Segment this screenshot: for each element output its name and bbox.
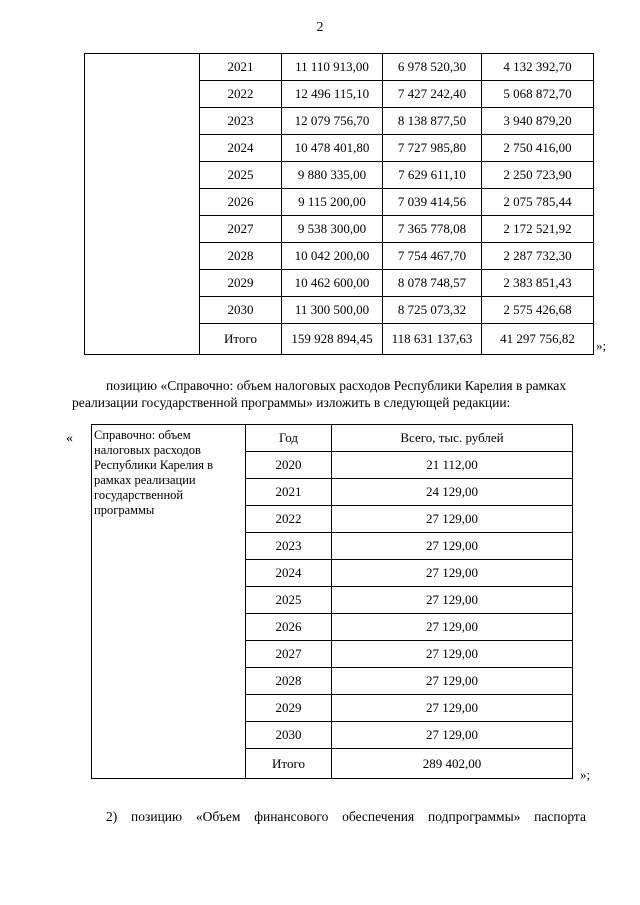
value-cell: 7 427 242,40 <box>383 81 482 108</box>
year-cell: 2026 <box>246 614 332 641</box>
value-cell: 159 928 894,45 <box>282 324 383 355</box>
value-cell: 7 365 778,08 <box>383 216 482 243</box>
header-year: Год <box>246 425 332 452</box>
value-cell: 2 750 416,00 <box>482 135 594 162</box>
value-cell: 7 629 611,10 <box>383 162 482 189</box>
year-cell: 2028 <box>246 668 332 695</box>
value-cell: 118 631 137,63 <box>383 324 482 355</box>
year-cell: 2021 <box>246 479 332 506</box>
year-cell: 2023 <box>246 533 332 560</box>
year-cell: 2026 <box>200 189 282 216</box>
value-cell: 41 297 756,82 <box>482 324 594 355</box>
value-cell: 10 462 600,00 <box>282 270 383 297</box>
page-number: 2 <box>316 20 324 35</box>
year-cell: 2024 <box>246 560 332 587</box>
value-cell: 27 129,00 <box>332 587 573 614</box>
value-cell: 5 068 872,70 <box>482 81 594 108</box>
table-header-row <box>92 425 573 452</box>
header-total: Всего, тыс. рублей <box>332 425 573 452</box>
value-cell: 27 129,00 <box>332 614 573 641</box>
table2-closing-quote: »; <box>580 767 591 782</box>
year-cell: 2030 <box>200 297 282 324</box>
value-cell: 10 042 200,00 <box>282 243 383 270</box>
year-cell: 2021 <box>200 54 282 81</box>
value-cell: 7 039 414,56 <box>383 189 482 216</box>
value-cell: 8 078 748,57 <box>383 270 482 297</box>
year-cell: 2029 <box>246 695 332 722</box>
year-cell: Итого <box>246 749 332 779</box>
paragraph-1-line-1: позицию «Справочно: объем налоговых расходов Республики Карелия в рамках <box>106 378 567 393</box>
year-cell: 2025 <box>200 162 282 189</box>
value-cell: 9 880 335,00 <box>282 162 383 189</box>
year-cell: 2023 <box>200 108 282 135</box>
year-cell: 2027 <box>200 216 282 243</box>
value-cell: 27 129,00 <box>332 533 573 560</box>
value-cell: 3 940 879,20 <box>482 108 594 135</box>
value-cell: 2 575 426,68 <box>482 297 594 324</box>
value-cell: 27 129,00 <box>332 641 573 668</box>
value-cell: 24 129,00 <box>332 479 573 506</box>
value-cell: 21 112,00 <box>332 452 573 479</box>
table1-closing-quote: »; <box>596 338 607 353</box>
year-cell: 2028 <box>200 243 282 270</box>
paragraph-2: 2) позицию «Объем финансового обеспечения подпрограммы» паспорта <box>106 809 586 824</box>
table-row <box>85 54 594 81</box>
value-cell: 2 075 785,44 <box>482 189 594 216</box>
table1-label-cell <box>85 54 200 355</box>
year-cell: 2022 <box>200 81 282 108</box>
year-cell: 2024 <box>200 135 282 162</box>
funding-table <box>84 53 594 355</box>
year-cell: 2030 <box>246 722 332 749</box>
value-cell: 4 132 392,70 <box>482 54 594 81</box>
value-cell: 11 110 913,00 <box>282 54 383 81</box>
value-cell: 2 172 521,92 <box>482 216 594 243</box>
value-cell: 2 250 723,90 <box>482 162 594 189</box>
table2-opening-quote: « <box>66 431 73 446</box>
value-cell: 12 496 115,10 <box>282 81 383 108</box>
value-cell: 9 538 300,00 <box>282 216 383 243</box>
value-cell: 8 138 877,50 <box>383 108 482 135</box>
value-cell: 9 115 200,00 <box>282 189 383 216</box>
year-cell: 2027 <box>246 641 332 668</box>
value-cell: 2 287 732,30 <box>482 243 594 270</box>
value-cell: 6 978 520,30 <box>383 54 482 81</box>
value-cell: 27 129,00 <box>332 560 573 587</box>
value-cell: 27 129,00 <box>332 668 573 695</box>
value-cell: 7 754 467,70 <box>383 243 482 270</box>
year-cell: 2029 <box>200 270 282 297</box>
value-cell: 27 129,00 <box>332 695 573 722</box>
year-cell: 2025 <box>246 587 332 614</box>
year-cell: 2022 <box>246 506 332 533</box>
value-cell: 27 129,00 <box>332 506 573 533</box>
value-cell: 27 129,00 <box>332 722 573 749</box>
value-cell: 12 079 756,70 <box>282 108 383 135</box>
value-cell: 7 727 985,80 <box>383 135 482 162</box>
value-cell: 10 478 401,80 <box>282 135 383 162</box>
year-cell: 2020 <box>246 452 332 479</box>
tax-expenses-table <box>91 424 573 779</box>
value-cell: 289 402,00 <box>332 749 573 779</box>
value-cell: 11 300 500,00 <box>282 297 383 324</box>
table2-label-cell: Справочно: объем налоговых расходов Республики Карелия в рамках реализации государственной программы <box>92 425 246 779</box>
value-cell: 8 725 073,32 <box>383 297 482 324</box>
value-cell: 2 383 851,43 <box>482 270 594 297</box>
year-cell: Итого <box>200 324 282 355</box>
paragraph-1-line-2: реализации государственной программы» изложить в следующей редакции: <box>72 395 511 410</box>
